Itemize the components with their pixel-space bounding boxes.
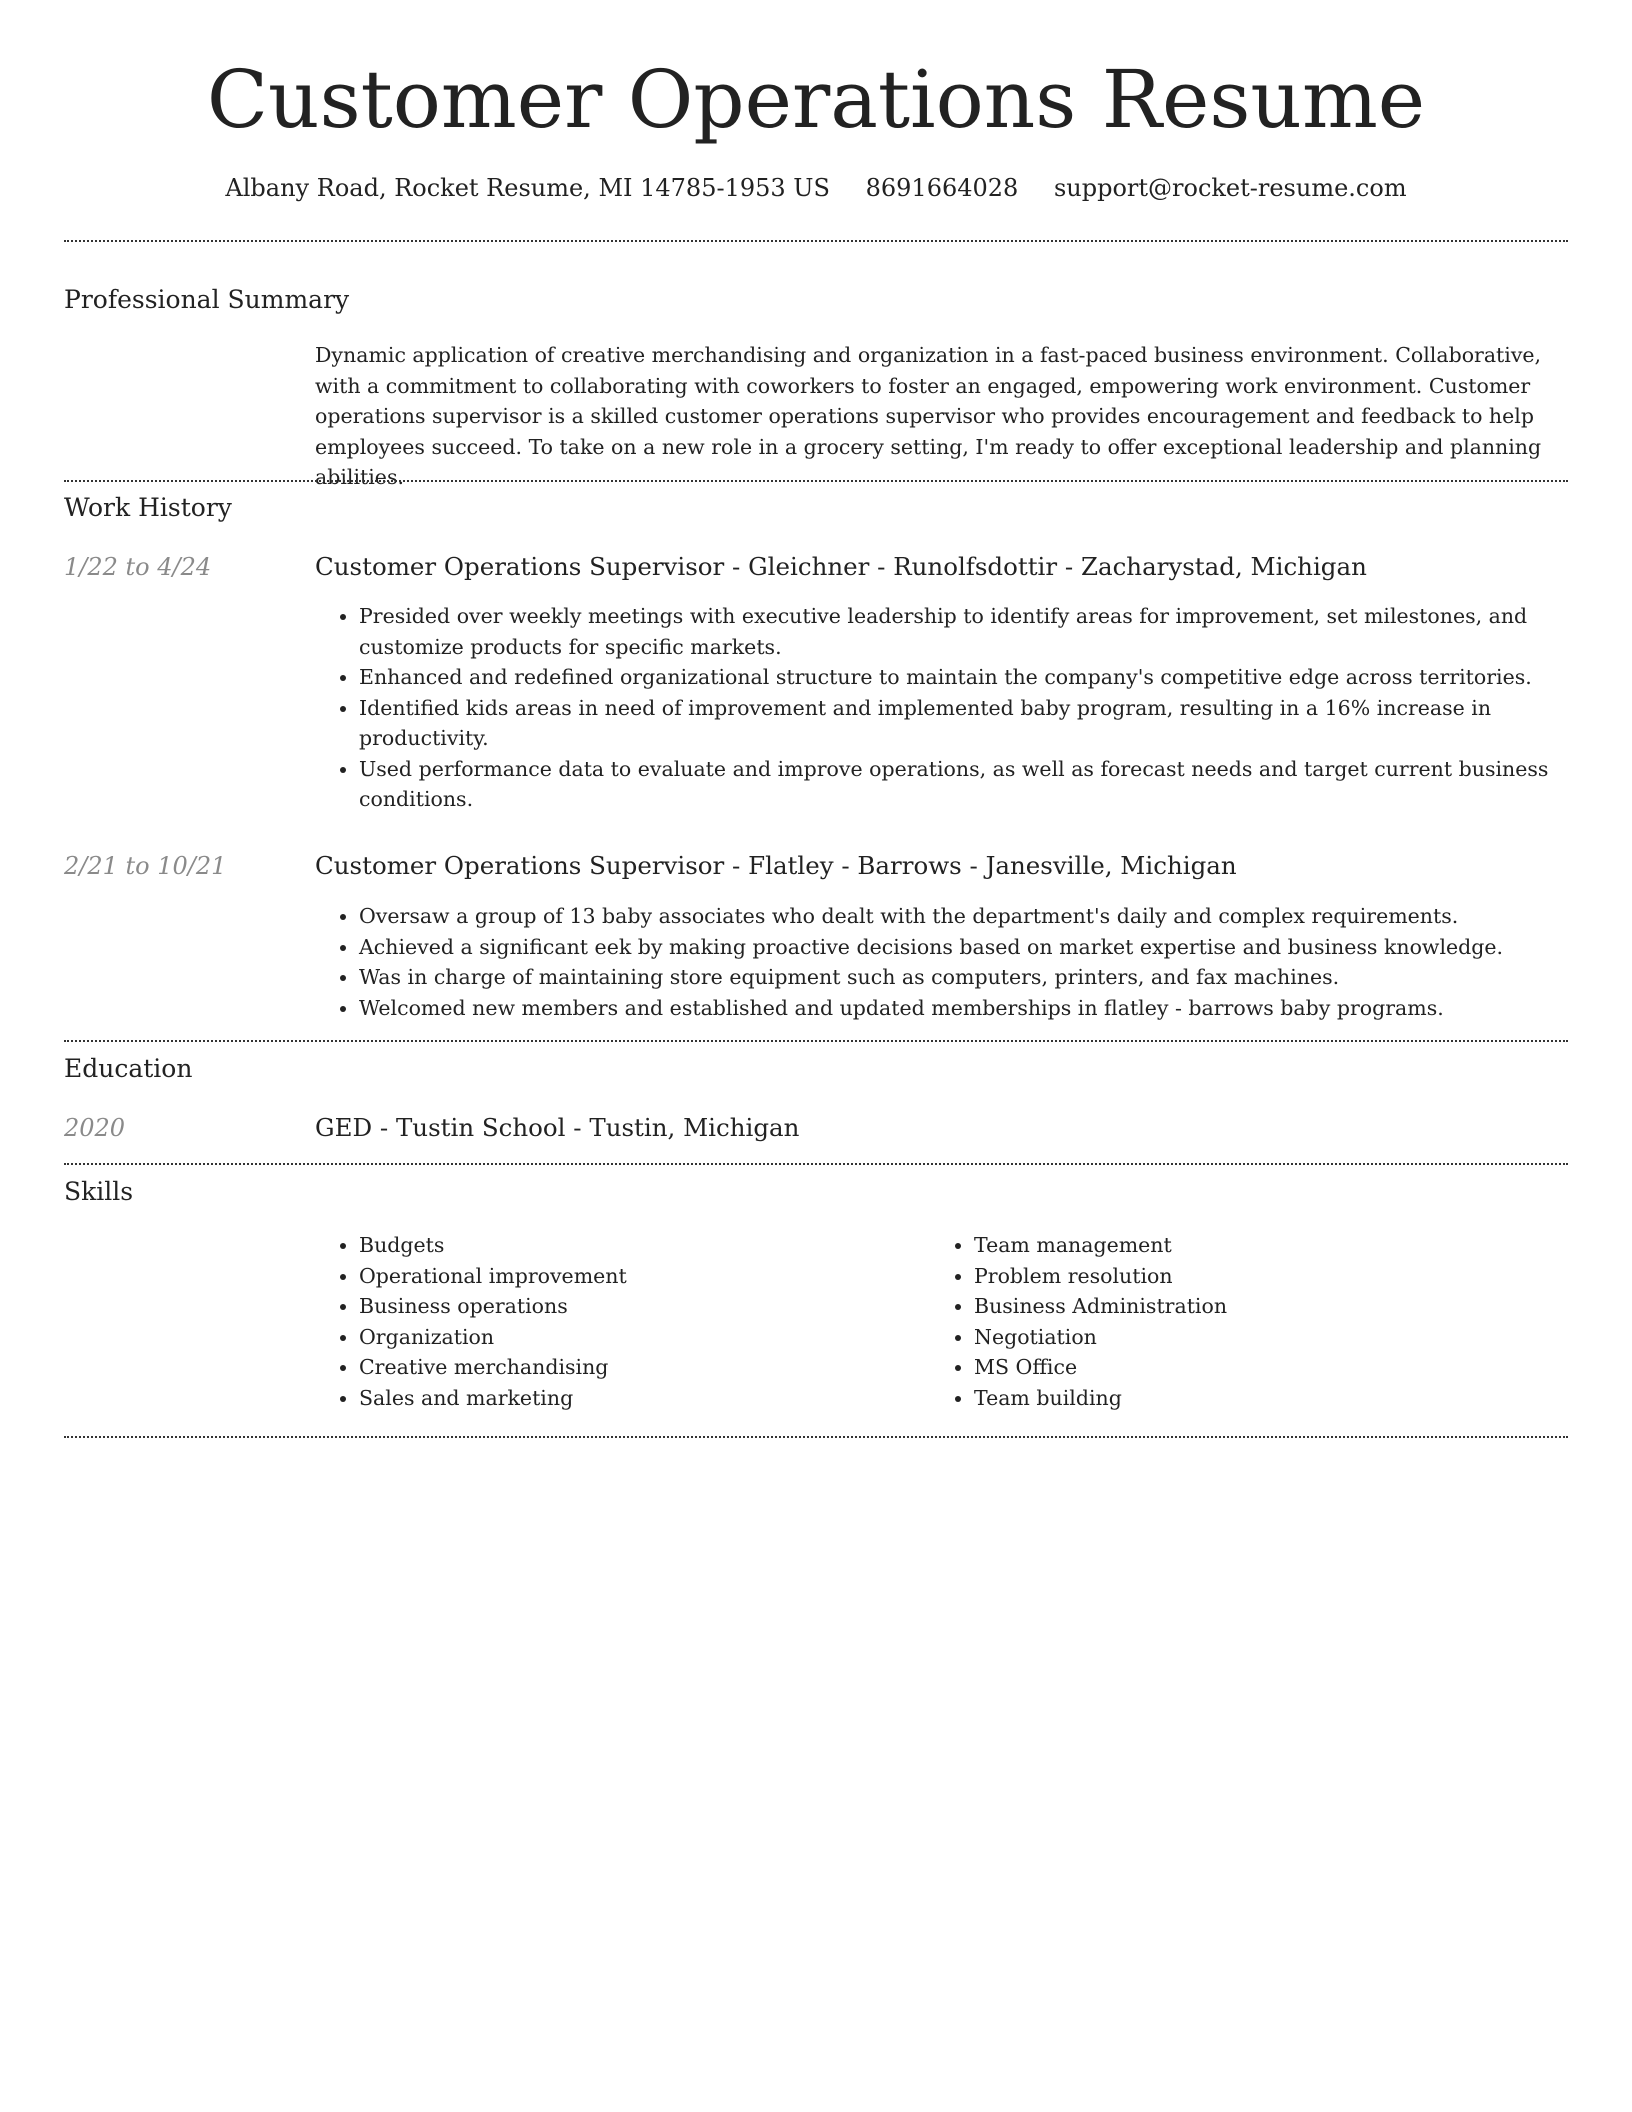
list-item: • Enhanced and redefined organizational structure to maintain the company's competitive edge across territories. [359, 662, 1568, 693]
skill-item: • Organization [359, 1322, 875, 1353]
education-year: 2020 [64, 1114, 126, 1142]
list-item: • Used performance data to evaluate and improve operations, as well as forecast needs and target current business conditions. [359, 754, 1568, 815]
list-item: • Welcomed new members and established and updated memberships in flatley - barrows baby programs. [359, 993, 1568, 1024]
list-item: • Achieved a significant eek by making proactive decisions based on market expertise and business knowledge. [359, 932, 1568, 963]
skill-item: • Problem resolution [974, 1261, 1490, 1292]
contact-line [64, 170, 1568, 206]
resume-title: Customer Operations Resume [206, 53, 1426, 146]
summary-heading: Professional Summary [64, 285, 350, 314]
skill-item: • Business Administration [974, 1291, 1490, 1322]
contact-phone: 8691664028 [865, 174, 1019, 202]
job-bullets [315, 901, 1568, 1023]
work-history-heading: Work History [64, 493, 232, 522]
skill-item: • Sales and marketing [359, 1383, 875, 1414]
skill-item: • Creative merchandising [359, 1352, 875, 1383]
list-item: • Presided over weekly meetings with executive leadership to identify areas for improvement, set milestones, and customize products for specific markets. [359, 601, 1568, 662]
skill-item: • Budgets [359, 1230, 875, 1261]
skill-item: • Business operations [359, 1291, 875, 1322]
skill-item: • Team building [974, 1383, 1490, 1414]
job-bullets [315, 601, 1568, 815]
job-title: Customer Operations Supervisor - Flatley - Barrows - Janesville, Michigan [315, 851, 1237, 880]
job-dates: 2/21 to 10/21 [64, 852, 227, 880]
skill-item: • Team management [974, 1230, 1490, 1261]
section-divider [64, 1163, 1568, 1165]
list-item: • Identified kids areas in need of improvement and implemented baby program, resulting in a 16% increase in productivity. [359, 693, 1568, 754]
job-dates: 1/22 to 4/24 [64, 553, 212, 581]
list-item: • Was in charge of maintaining store equipment such as computers, printers, and fax machines. [359, 962, 1568, 993]
section-divider [64, 480, 1568, 482]
skill-item: • Operational improvement [359, 1261, 875, 1292]
education-degree: GED - Tustin School - Tustin, Michigan [315, 1113, 800, 1142]
list-item: • Oversaw a group of 13 baby associates who dealt with the department's daily and complex requirements. [359, 901, 1568, 932]
skills-list-right [930, 1230, 1490, 1413]
section-divider [64, 240, 1568, 242]
skills-heading: Skills [64, 1177, 134, 1206]
skills-list-left [315, 1230, 875, 1413]
section-divider [64, 1040, 1568, 1042]
summary-text: Dynamic application of creative merchandising and organization in a fast-paced business environment. Collaborative, with a commitment to collaborating with coworkers to foster an engaged, empowering work environment. Customer operations supervisor is a skilled customer operations supervisor who provides encouragement and feedback to help employees succeed. To take on a new role in a grocery setting, I'm ready to offer exceptional leadership and planning abilities. [315, 343, 1542, 489]
job-title: Customer Operations Supervisor - Gleichner - Runolfsdottir - Zacharystad, Michigan [315, 552, 1367, 581]
contact-email: support@rocket-resume.com [1053, 174, 1407, 202]
education-heading: Education [64, 1054, 193, 1083]
section-divider [64, 1436, 1568, 1438]
skill-item: • Negotiation [974, 1322, 1490, 1353]
contact-address: Albany Road, Rocket Resume, MI 14785-1953 US [225, 174, 830, 202]
skill-item: • MS Office [974, 1352, 1490, 1383]
